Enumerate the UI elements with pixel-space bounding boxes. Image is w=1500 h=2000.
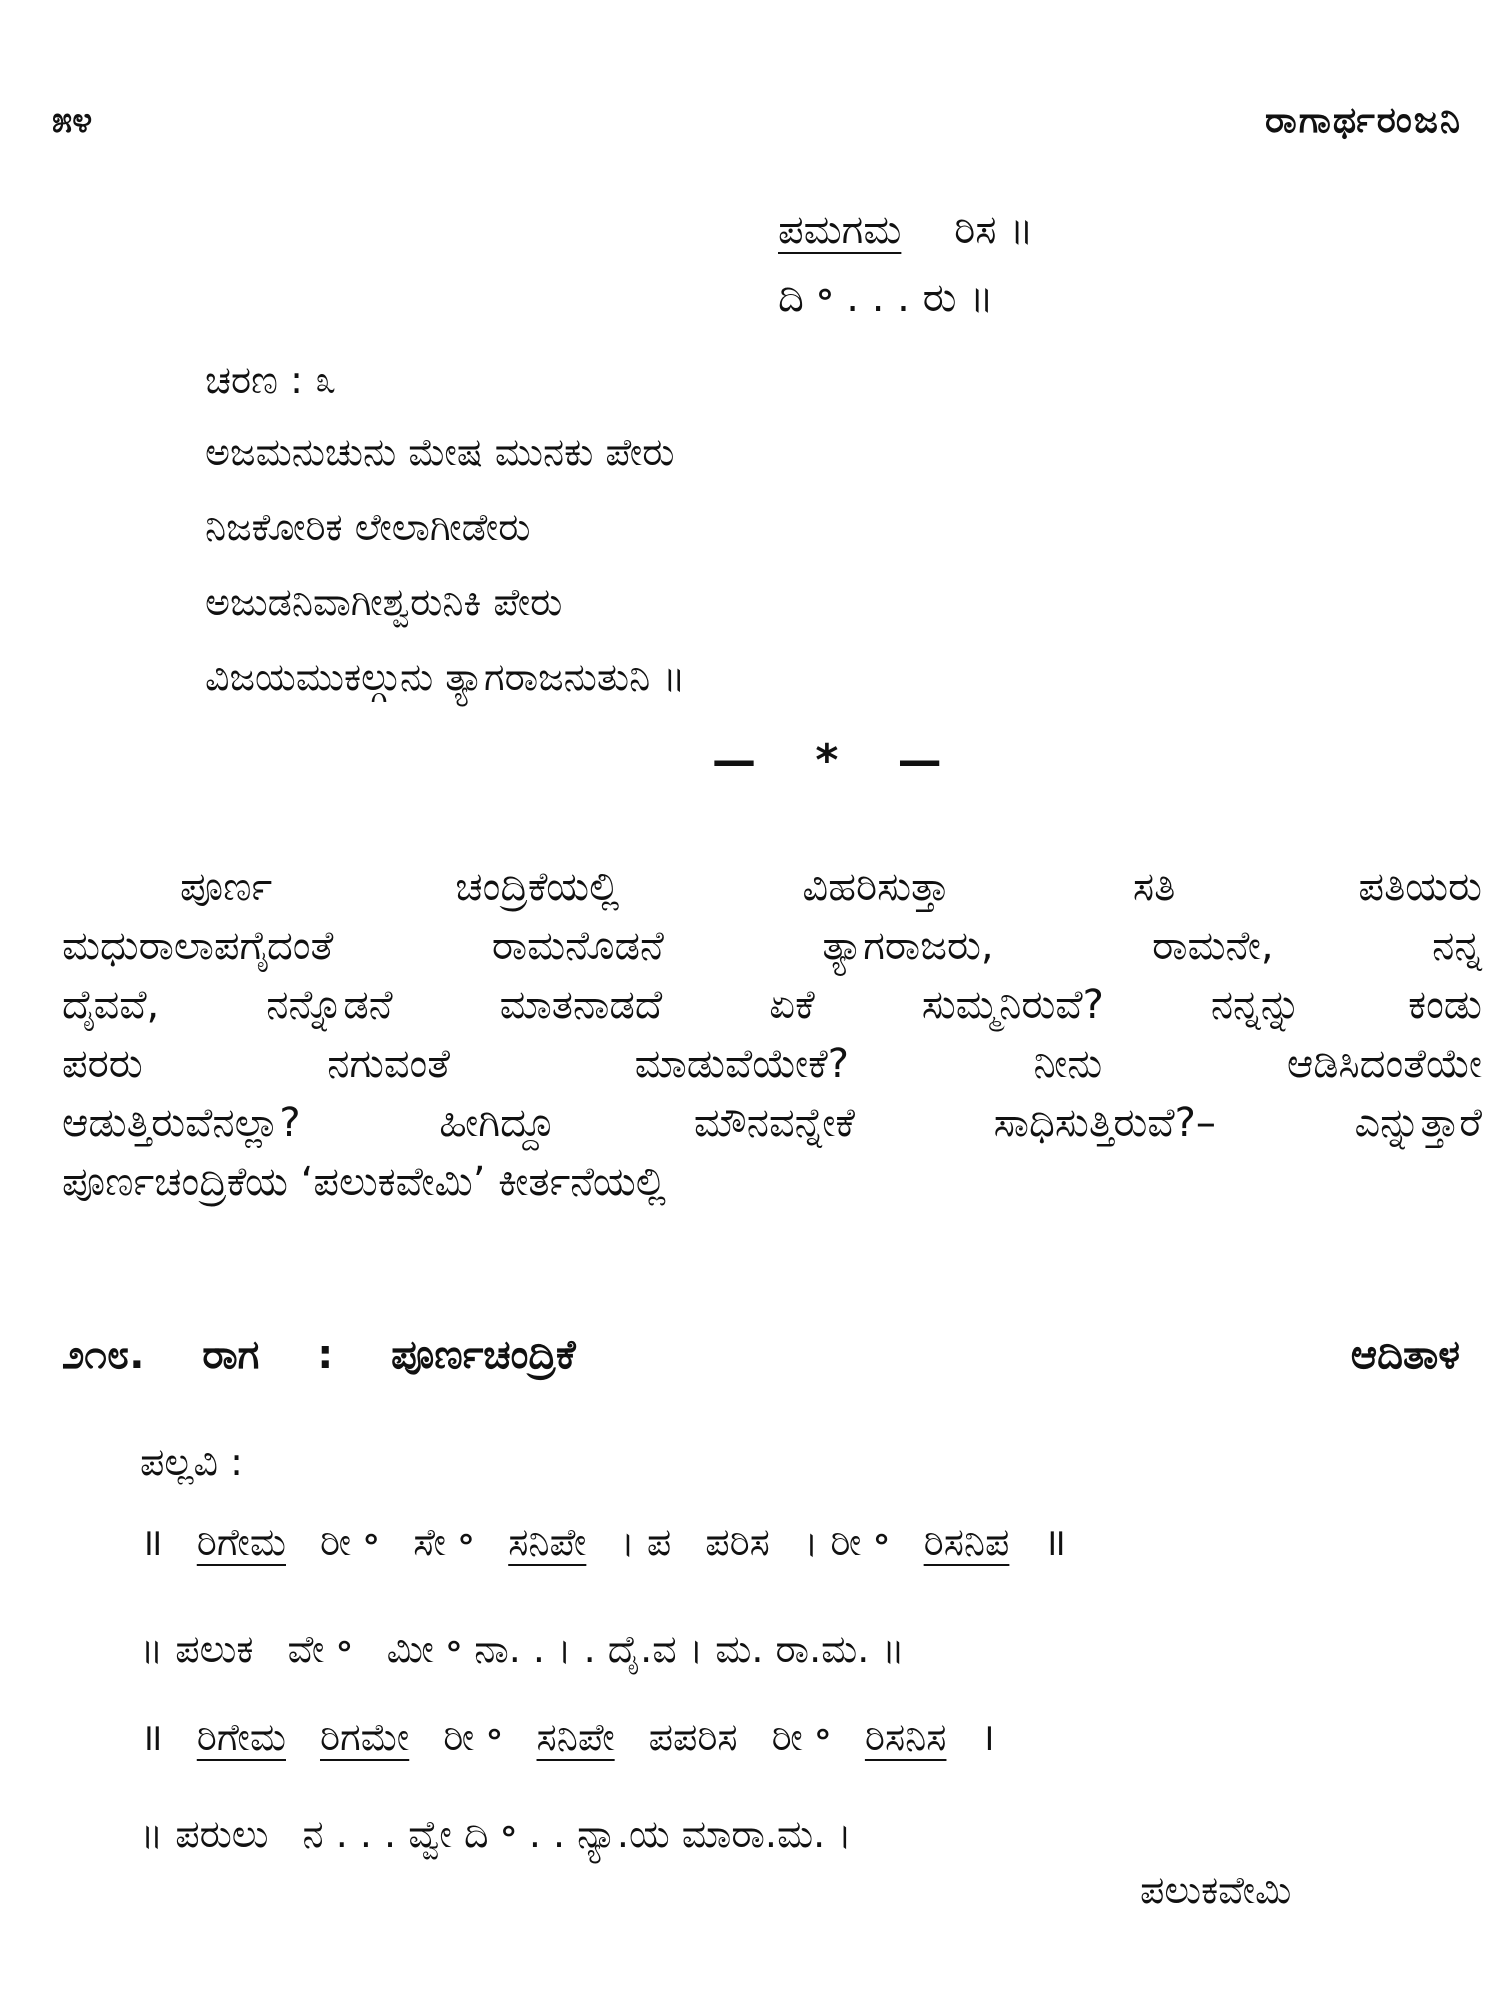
swara-group: ರಿಸನಿಪ: [923, 1520, 1010, 1564]
description-paragraph: [62, 858, 1482, 1212]
book-title: ರಾಗಾರ್ಥರಂಜನಿ: [1264, 100, 1462, 141]
tala-name: ಆದಿತಾಳ: [1350, 1332, 1460, 1378]
notation-underlined-swaras: ಪಮಗಮ: [778, 207, 902, 253]
swara-group: ಪಪರಿಸ: [648, 1715, 738, 1759]
charana-label: ಚರಣ : ೩: [205, 358, 337, 402]
bar-mark: ।: [980, 1715, 995, 1759]
swara-group: ರಿಗೇಮ: [196, 1715, 286, 1759]
swara-group: ರಿಗಮೇ: [320, 1715, 410, 1759]
paragraph-line: ಮಧುರಾಲಾಪಗೈದಂತೆ ರಾಮನೊಡನೆ ತ್ಯಾಗರಾಜರು, ರಾಮನೇ, ನನ್ನ: [62, 923, 1482, 969]
raga-name: ಪೂರ್ಣಚಂದ್ರಿಕೆ: [391, 1332, 576, 1378]
paragraph-line: ಪರರು ನಗುವಂತೆ ಮಾಡುವೆಯೇಕೆ? ನೀನು ಆಡಿಸಿದಂತೆಯೇ: [62, 1041, 1482, 1087]
bar-mark: ॥: [140, 1520, 163, 1564]
paragraph-line: ಪೂರ್ಣಚಂದ್ರಿಕೆಯ ‘ಪಲುಕವೇಮಿ’ ಕೀರ್ತನೆಯಲ್ಲಿ: [62, 1159, 666, 1205]
charana-line-3: ಅಜುಡನಿವಾಗೀಶ್ವರುನಿಕಿ ಪೇರು: [205, 580, 563, 624]
page-number: ೫೪: [52, 100, 93, 141]
swara-group: ಸನಿಪೇ: [508, 1520, 587, 1564]
pallavi-label: ಪಲ್ಲವಿ :: [140, 1440, 243, 1484]
swara-group: । ಪ: [620, 1520, 672, 1564]
notation-line-2: ದಿ ॰ . . . ರು ॥: [778, 275, 994, 321]
section-separator: — * —: [712, 735, 964, 786]
lyric-group: ॥ ಪರುಲು: [140, 1812, 269, 1856]
raga-label: ರಾಗ: [202, 1332, 260, 1378]
song-number: ೨೧೮.: [62, 1332, 145, 1378]
song-heading: [62, 1332, 576, 1378]
notation-row-1: [140, 1515, 1100, 1567]
charana-line-2: ನಿಜಕೋರಿಕ ಲೇಲಾಗೀಡೇರು: [205, 505, 531, 549]
lyric-group: ॥ ಪಲುಕ: [140, 1627, 254, 1671]
charana-line-1: ಅಜಮನುಚುನು ಮೇಷ ಮುನಕು ಪೇರು: [205, 430, 675, 474]
lyric-group: ನ . . . ವ್ವೇ ದಿ ॰ . . ನ್ಯಾ.ಯ ಮಾರಾ.ಮ. ।: [302, 1812, 852, 1856]
swara-group: ರೀ ॰: [320, 1520, 380, 1564]
swara-group: ಸೇ ॰: [413, 1520, 475, 1564]
paragraph-line: ಪೂರ್ಣ ಚಂದ್ರಿಕೆಯಲ್ಲಿ ವಿಹರಿಸುತ್ತಾ ಸತಿ ಪತಿಯರು: [180, 864, 1482, 910]
paragraph-line: ದೈವವೆ, ನನ್ನೊಡನೆ ಮಾತನಾಡದೆ ಏಕೆ ಸುಮ್ಮನಿರುವೆ? ನನ್ನನ್ನು ಕಂಡು: [62, 982, 1482, 1028]
charana-line-4: ವಿಜಯಮುಕಲ್ಗುನು ತ್ಯಾಗರಾಜನುತುನಿ ॥: [205, 655, 686, 699]
swara-group: ರೀ ॰: [443, 1715, 503, 1759]
lyric-row-2: [140, 1807, 886, 1859]
lyric-row-1: [140, 1622, 939, 1674]
lyric-group: ವೇ ॰: [287, 1627, 353, 1671]
swara-group: ರಿಸನಿಸ: [864, 1715, 947, 1759]
lyric-group: ಮೀ ॰ ನಾ. . । . ದೈ.ವ । ಮ. ರಾ.ಮ. ॥: [386, 1627, 905, 1671]
swara-group: ಪರಿಸ: [705, 1520, 770, 1564]
swara-group: ರಿಗೇಮ: [196, 1520, 286, 1564]
bar-mark: ॥: [1043, 1520, 1067, 1564]
swara-group: । ರೀ ॰: [803, 1520, 890, 1564]
swara-group: ಸನಿಪೇ: [536, 1715, 615, 1759]
notation-row-2: [140, 1710, 1029, 1762]
notation-swaras: ರಿಸ ॥: [954, 207, 1034, 253]
paragraph-line: ಆಡುತ್ತಿರುವೆನಲ್ಲಾ? ಹೀಗಿದ್ದೂ ಮೌನವನ್ನೇಕೆ ಸಾಧಿಸುತ್ತಿರುವೆ?– ಎನ್ನುತ್ತಾರೆ: [62, 1100, 1482, 1146]
notation-line-1: [778, 207, 1034, 253]
raga-colon: :: [317, 1332, 334, 1378]
bar-mark: ॥: [140, 1715, 163, 1759]
swara-group: ರೀ ॰: [771, 1715, 831, 1759]
pallavi-ending: ಪಲುಕವೇಮಿ: [1140, 1868, 1292, 1912]
